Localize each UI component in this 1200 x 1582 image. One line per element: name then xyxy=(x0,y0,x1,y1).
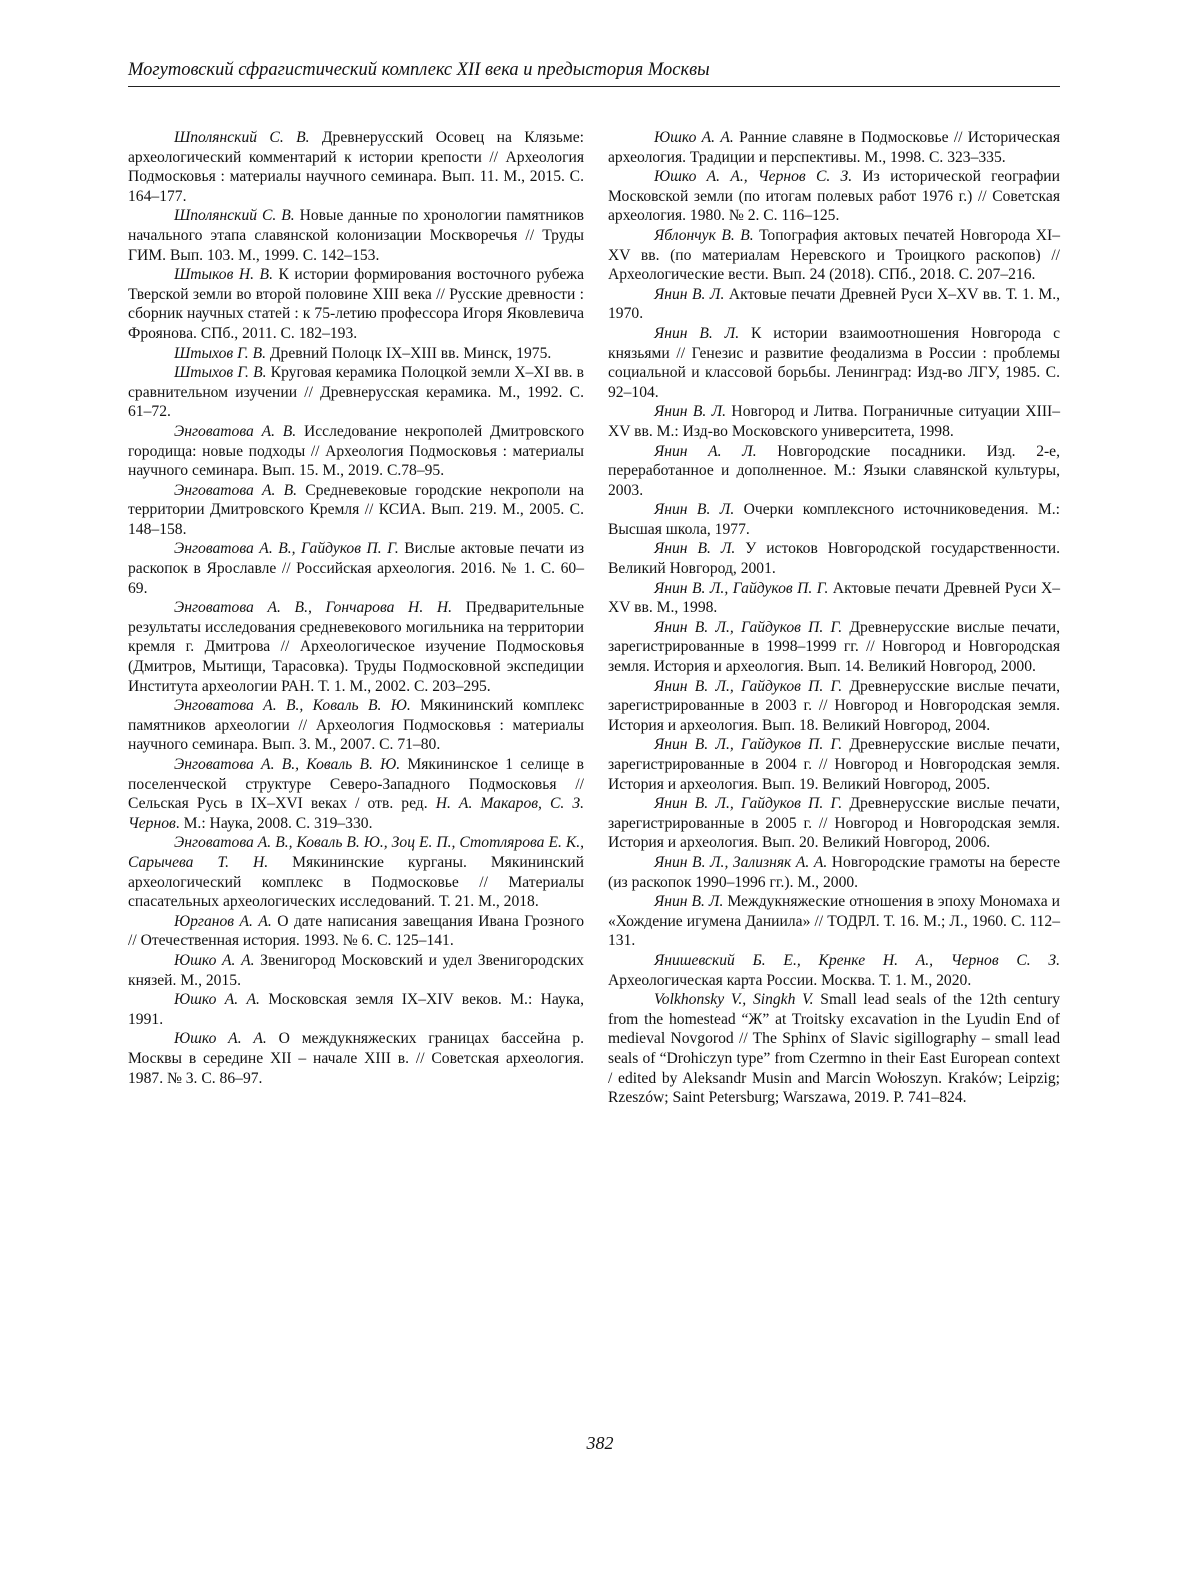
entry-author: Янин В. Л. xyxy=(654,501,735,519)
entry-text: Мякининские курганы. Мякининский археологический комплекс в Подмосковье // Материалы спасательных археологических исследований. Т. 21. М., 2018. xyxy=(128,853,584,911)
entry-text: О дате написания завещания Ивана Грозного // Отечественная история. 1993. № 6. С. 125–141. xyxy=(128,912,584,950)
entry-author: Шполянский С. В. xyxy=(174,207,295,225)
entry-author: Юшко А. А. xyxy=(654,129,734,146)
bib-entry xyxy=(608,853,1060,892)
bib-entry xyxy=(608,539,1060,578)
entry-text: Московская земля IX–XIV веков. М.: Наука, 1991. xyxy=(128,991,585,1028)
entry-text: Круговая керамика Полоцкой земли X–XI вв. в сравнительном изучении // Древнерусская керамика. М., 1992. С. 61–72. xyxy=(128,364,584,421)
bib-entry xyxy=(128,363,584,422)
entry-text: Актовые печати Древней Руси X–XV вв. М., 1998. xyxy=(608,579,1060,617)
entry-author: Юшко А. А. xyxy=(174,951,255,969)
entry-text: К истории формирования восточного рубежа Тверской земли во второй половине XIII века // Русские древности : сборник научных статей : к 75-летию профессора Игоря Яковлевича Фроянова. СПб., 2011. С. 182–193. xyxy=(128,266,584,342)
entry-text: Древнерусские вислые печати, зарегистрированные в 2003 г. // Новгород и Новгородская земля. История и археология. Вып. 18. Великий Новгород, 2004. xyxy=(608,677,1061,734)
left-column xyxy=(128,128,584,1088)
bib-entry xyxy=(128,951,584,990)
entry-author: Янин В. Л. xyxy=(654,403,727,421)
bib-entry xyxy=(128,206,584,265)
bib-entry xyxy=(128,265,584,343)
entry-author: Шполянский С. В. xyxy=(174,129,310,146)
entry-author: Энговатова А. В., Коваль В. Ю. xyxy=(174,756,401,773)
entry-text: Исследование некрополей Дмитровского городища: новые подходы // Археология Подмосковья : материалы научного семинара. Вып. 15. М., 2019. С.78–95. xyxy=(128,422,584,480)
running-title: Могутовский сфрагистический комплекс XII века и предыстория Москвы xyxy=(128,60,710,80)
entry-author: Штыков Н. В. xyxy=(174,266,273,284)
bib-entry xyxy=(128,755,584,833)
entry-text: Из исторической географии Московской земли (по итогам полевых работ 1976 г.) // Советская археология. 1980. № 2. С. 116–125. xyxy=(608,168,1060,225)
entry-text: Ранние славяне в Подмосковье // Историческая археология. Традиции и перспективы. М., 1998. С. 323–335. xyxy=(608,129,1060,166)
entry-author: Янин В. Л. xyxy=(654,285,725,303)
bib-entry xyxy=(128,128,584,206)
entry-text: Мякининский комплекс памятников археологии // Археология Подмосковья : материалы научного семинара. Вып. 3. М., 2007. С. 71–80. xyxy=(128,697,585,754)
entry-text: Топография актовых печатей Новгорода XI–XV вв. (по материалам Неревского и Троицкого раскопов) // Археологические вести. Вып. 24 (2018). СПб., 2018. С. 207–216. xyxy=(608,226,1060,284)
entry-author: Янин В. Л., Зализняк А. А. xyxy=(654,853,828,871)
bib-entry xyxy=(128,422,584,481)
bib-entry xyxy=(608,226,1060,285)
entry-author: Энговатова А. В. xyxy=(174,422,297,440)
bib-entry xyxy=(128,539,584,598)
entry-text: Small lead seals of the 12th century from the homestead “Ж” at Troitsky excavation in the Lyudin End of medieval Novgorod // The Sphinx of Slavic sigillography – small lead seals of “Drohiczyn type” from Czermno in their East European context / edited by Aleksandr Musin and Marcin Wołoszyn. Kraków; Leipzig; Rzeszów; Saint Petersburg; Warszawa, 2019. P. 741–824. xyxy=(608,991,1060,1107)
bib-entry xyxy=(128,833,584,911)
bib-entry xyxy=(608,442,1060,501)
entry-text: Новгород и Литва. Пограничные ситуации XIII–XV вв. М.: Изд-во Московского университета, 1998. xyxy=(608,403,1061,440)
entry-author: Янин В. Л., Гайдуков П. Г. xyxy=(654,618,843,636)
entry-text: Очерки комплексного источниковедения. М.: Высшая школа, 1977. xyxy=(608,501,1060,538)
entry-text: Древний Полоцк IX–XIII вв. Минск, 1975. xyxy=(266,344,552,362)
bib-entry xyxy=(608,677,1060,736)
entry-author: Энговатова А. В. xyxy=(174,481,298,499)
bib-entry xyxy=(608,500,1060,539)
entry-text: Древнерусские вислые печати, зарегистрированные в 2005 г. // Новгород и Новгородская земля. История и археология. Вып. 20. Великий Новгород, 2006. xyxy=(608,795,1061,852)
entry-author: Штыхов Г. В. xyxy=(174,364,267,382)
entry-text: Новгородские посадники. Изд. 2-е, переработанное и дополненное. М.: Языки славянской культуры, 2003. xyxy=(608,442,1061,499)
entry-author: Энговатова А. В., Коваль В. Ю., Зоц Е. П., Стотлярова Е. К., Сарычева Т. Н. xyxy=(128,834,584,871)
entry-author: Янин В. Л., Гайдуков П. Г. xyxy=(654,677,843,695)
entry-text: Новые данные по хронологии памятников начального этапа славянской колонизации Москворечья // Труды ГИМ. Вып. 103. М., 1999. С. 142–153. xyxy=(128,207,584,264)
entry-author: Янин В. Л., Гайдуков П. Г. xyxy=(654,736,843,754)
entry-author: Энговатова А. В., Гончарова Н. Н. xyxy=(174,599,453,617)
bib-entry xyxy=(608,324,1060,402)
entry-author: Янин В. Л., Гайдуков П. Г. xyxy=(654,579,829,597)
bib-entry xyxy=(608,285,1060,324)
entry-author: Янин В. Л., Гайдуков П. Г. xyxy=(654,795,843,813)
bib-entry xyxy=(608,892,1060,951)
bib-entry xyxy=(128,696,584,755)
bib-entry xyxy=(128,598,584,696)
entry-text: О междукняжеских границах бассейна р. Москвы в середине XII – начале XIII в. // Советская археология. 1987. № 3. С. 86–97. xyxy=(128,1030,584,1087)
bib-entry xyxy=(608,990,1060,1108)
bib-entry xyxy=(608,128,1060,167)
entry-author: Янин В. Л. xyxy=(654,893,724,911)
entry-text: Древнерусские вислые печати, зарегистрированные в 2004 г. // Новгород и Новгородская земля. История и археология. Вып. 19. Великий Новгород, 2005. xyxy=(608,736,1061,793)
entry-author: Янин В. Л. xyxy=(654,324,740,342)
header-divider xyxy=(128,86,1060,87)
entry-text: Междукняжеские отношения в эпоху Мономаха и «Хождение игумена Даниила» // ТОДРЛ. Т. 16. М.; Л., 1960. С. 112–131. xyxy=(608,893,1060,950)
entry-author: Юшко А. А. xyxy=(174,1030,267,1048)
entry-text: Археологическая карта России. Москва. Т. 1. М., 2020. xyxy=(608,971,972,989)
entry-text: К истории взаимоотношения Новгорода с князьями // Генезис и развитие феодализма в России : проблемы социальной и классовой борьбы. Ленинград: Изд-во ЛГУ, 1985. С. 92–104. xyxy=(608,324,1060,401)
entry-text: Актовые печати Древней Руси X–XV вв. Т. 1. М., 1970. xyxy=(608,285,1060,323)
entry-author: Янин А. Л. xyxy=(654,442,757,460)
entry-text: Древнерусские вислые печати, зарегистрированные в 1998–1999 гг. // Новгород и Новгородская земля. История и археология. Вып. 14. Великий Новгород, 2000. xyxy=(608,618,1061,676)
entry-author: Янишевский Б. Е., Кренке Н. А., Чернов С. З. xyxy=(654,951,1060,969)
entry-text: У истоков Новгородской государственности. Великий Новгород, 2001. xyxy=(608,540,1060,578)
entry-author: Янин В. Л. xyxy=(654,540,736,558)
entry-author: Юрганов А. А. xyxy=(174,912,272,930)
entry-author: Яблончук В. В. xyxy=(654,226,754,244)
entry-author: Юшко А. А. xyxy=(174,991,260,1009)
entry-text: Звенигород Московский и удел Звенигородских князей. М., 2015. xyxy=(128,951,584,989)
entry-author: Volkhonsky V., Singkh V. xyxy=(654,991,814,1009)
bib-entry xyxy=(128,481,584,540)
entry-text: Средневековые городские некрополи на территории Дмитровского Кремля // КСИА. Вып. 219. М., 2005. С. 148–158. xyxy=(128,481,585,538)
bib-entry xyxy=(128,990,584,1029)
bib-entry xyxy=(128,1029,584,1088)
entry-text: Предварительные результаты исследования средневекового могильника на территории кремля г. Дмитрова // Археологическое изучение Подмосковья (Дмитров, Мытищи, Тарасовка). Труды Подмосковной экспедиции Института археологии РАН. Т. 1. М., 2002. С. 203–295. xyxy=(128,599,585,695)
bib-entry xyxy=(608,167,1060,226)
bib-entry xyxy=(608,735,1060,794)
entry-author: Штыхов Г. В. xyxy=(174,344,267,362)
entry-text-tail: . М.: Наука, 2008. С. 319–330. xyxy=(175,814,373,832)
entry-editors: Н. А. Макаров, С. З. Чернов xyxy=(128,795,584,832)
bib-entry xyxy=(608,579,1060,618)
bib-entry xyxy=(128,344,584,364)
entry-text: Новгородские грамоты на бересте (из раскопок 1990–1996 гг.). М., 2000. xyxy=(608,853,1060,891)
entry-text: Мякининское 1 селище в поселенческой структуре Северо-Западного Подмосковья // Сельская Русь в IX–XVI веках / отв. ред. xyxy=(128,756,585,813)
entry-author: Энговатова А. В., Гайдуков П. Г. xyxy=(174,540,399,558)
bib-entry xyxy=(608,618,1060,677)
entry-text: Вислые актовые печати из раскопок в Ярославле // Российская археология. 2016. № 1. С. 60–69. xyxy=(128,540,584,597)
bib-entry xyxy=(608,402,1060,441)
page-number: 382 xyxy=(586,1433,614,1453)
bib-entry xyxy=(608,951,1060,990)
right-column xyxy=(608,128,1060,1108)
entry-author: Юшко А. А., Чернов С. З. xyxy=(654,168,853,186)
entry-text: Древнерусский Осовец на Клязьме: археологический комментарий к истории крепости // Археология Подмосковья : материалы научного семинара. Вып. 11. М., 2015. С. 164–177. xyxy=(128,129,584,205)
bib-entry xyxy=(608,794,1060,853)
entry-author: Энговатова А. В., Коваль В. Ю. xyxy=(174,697,411,715)
bib-entry xyxy=(128,912,584,951)
